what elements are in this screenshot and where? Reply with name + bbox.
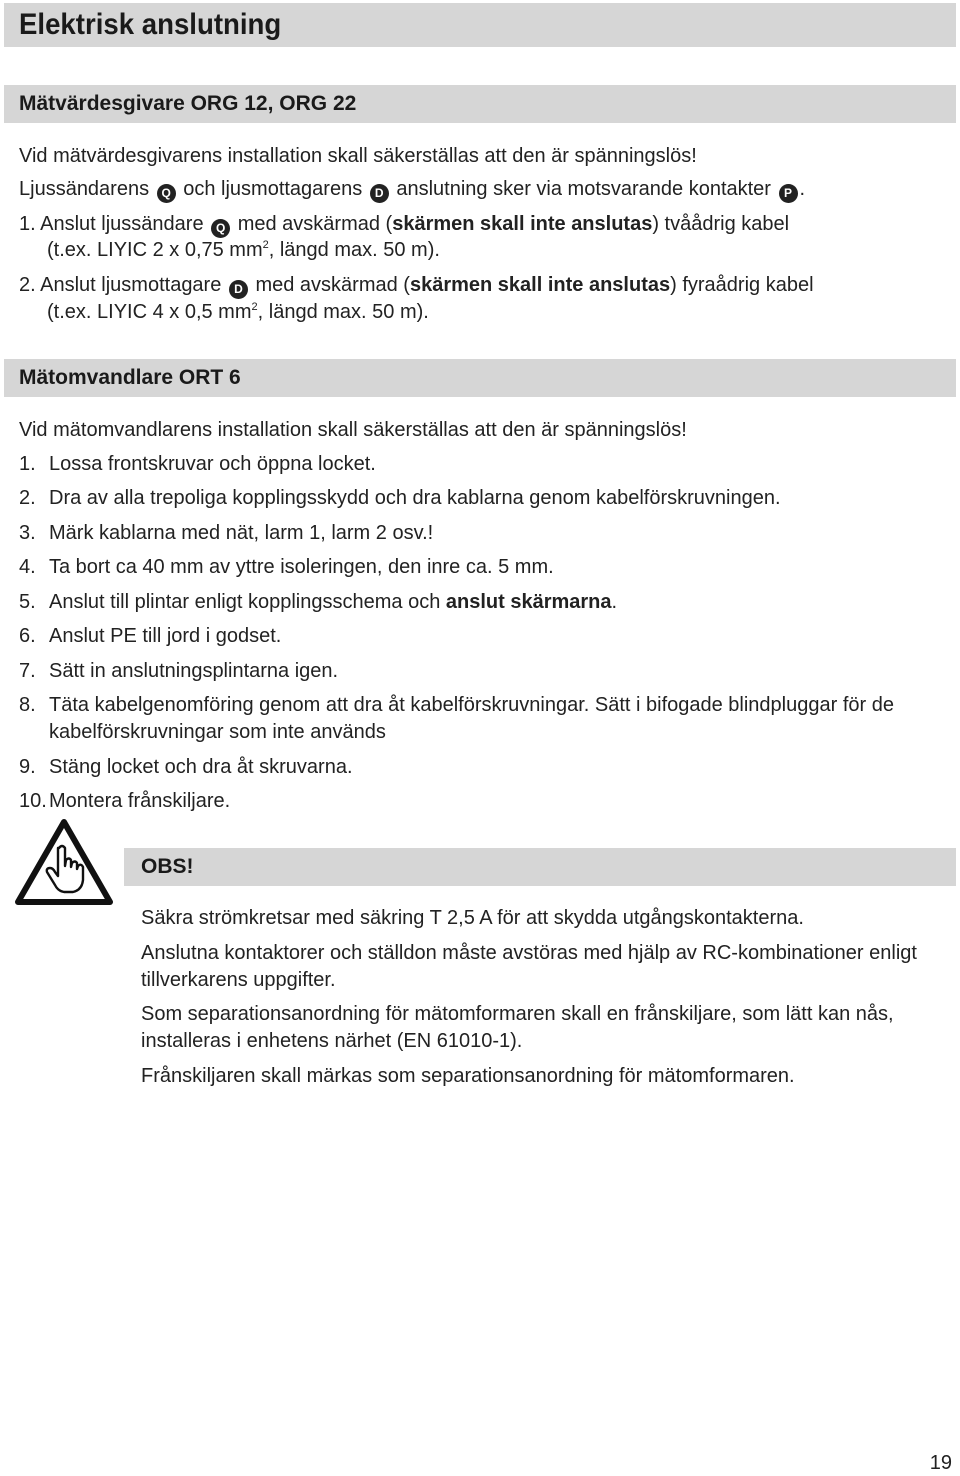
section-heading-org-text: Mätvärdesgivare ORG 12, ORG 22	[19, 92, 357, 115]
section1-step-2-cont	[47, 299, 429, 325]
text: Anslut ljussändare	[40, 213, 204, 235]
step-number: 1.	[19, 453, 36, 475]
step-text: Anslut PE till jord i godset.	[49, 625, 282, 647]
superscript: 2	[262, 239, 269, 251]
d-symbol-icon: D	[370, 184, 389, 203]
p-symbol-icon: P	[779, 184, 798, 203]
obs-paragraph-1: Säkra strömkretsar med säkring T 2,5 A för att skydda utgångskontakterna.	[141, 907, 804, 929]
text: med avskärmad (	[255, 274, 410, 296]
step-number: 6.	[19, 625, 36, 647]
section1-step-1-cont	[47, 237, 440, 263]
step-text: Sätt in anslutningsplintarna igen.	[49, 660, 339, 682]
step-number: 4.	[19, 556, 36, 578]
section-heading-org	[4, 85, 956, 123]
section1-step-2	[19, 272, 814, 299]
text: och ljusmottagarens	[183, 178, 363, 200]
superscript: 2	[251, 301, 258, 313]
list-item-cont: kabelförskruvningar som inte används	[49, 721, 386, 743]
step-text: Lossa frontskruvar och öppna locket.	[49, 453, 376, 475]
section-heading-ort-text: Mätomvandlare ORT 6	[19, 366, 241, 389]
list-item	[19, 589, 617, 615]
step-text: Dra av alla trepoliga kopplingsskydd och dra kablarna genom kabelförskruvningen.	[49, 487, 781, 509]
step-text-after: .	[611, 591, 618, 613]
step-number: 5.	[19, 591, 36, 613]
text: , längd max. 50 m).	[268, 239, 440, 261]
step-text: Täta kabelgenomföring genom att dra åt kabelförskruvningar. Sätt i bifogade blindpluggar för de	[49, 694, 894, 716]
obs-paragraph-2a: Anslutna kontaktorer och ställdon måste avstöras med hjälp av RC-kombinationer enligt	[141, 942, 917, 964]
q-symbol-icon: Q	[157, 184, 176, 203]
step-text: Stäng locket och dra åt skruvarna.	[49, 756, 353, 778]
step-text: Anslut till plintar enligt kopplingsschema och	[49, 591, 446, 613]
list-item	[19, 554, 554, 580]
text: med avskärmad (	[237, 213, 393, 235]
section2-intro: Vid mätomvandlarens installation skall säkerställas att den är spänningslös!	[19, 419, 687, 441]
step-number: 10.	[19, 790, 47, 812]
step-text: Ta bort ca 40 mm av yttre isoleringen, den inre ca. 5 mm.	[49, 556, 554, 578]
obs-paragraph-2b: tillverkarens uppgifter.	[141, 969, 336, 991]
obs-paragraph-3b: installeras i enhetens närhet (EN 61010-1).	[141, 1030, 523, 1052]
page-number: 19	[929, 1452, 952, 1474]
list-item	[19, 485, 781, 511]
section1-connection-line	[19, 176, 805, 203]
text: Anslut ljusmottagare	[40, 274, 222, 296]
page-title-text: Elektrisk anslutning	[19, 8, 282, 41]
text: (t.ex. LIYIC 2 x 0,75 mm	[47, 239, 263, 261]
d-symbol-icon: D	[229, 280, 248, 299]
text: .	[799, 178, 806, 200]
page-title	[4, 3, 956, 47]
text: , längd max. 50 m).	[257, 301, 429, 323]
text: ) tvåådrig kabel	[652, 213, 790, 235]
text: (t.ex. LIYIC 4 x 0,5 mm	[47, 301, 252, 323]
obs-paragraph-3a: Som separationsanordning för mätomformaren skall en frånskiljare, som lätt kan nås,	[141, 1003, 894, 1025]
bold-text: skärmen skall inte anslutas	[409, 274, 671, 296]
step-number: 3.	[19, 522, 36, 544]
obs-paragraph-4: Frånskiljaren skall märkas som separationsanordning för mätomformaren.	[141, 1065, 795, 1087]
hand-warning-icon	[14, 818, 114, 906]
list-item	[19, 692, 894, 718]
bold-text: skärmen skall inte anslutas	[392, 213, 653, 235]
list-item	[19, 658, 338, 684]
step-number: 7.	[19, 660, 36, 682]
step-number: 2.	[19, 487, 36, 509]
bold-text: anslut skärmarna	[445, 591, 612, 613]
list-item	[19, 623, 281, 649]
text: Ljussändarens	[19, 178, 150, 200]
step-number: 9.	[19, 756, 36, 778]
list-item	[19, 451, 376, 477]
step-number: 2.	[19, 274, 36, 296]
step-text: Montera frånskiljare.	[49, 790, 231, 812]
list-item	[19, 520, 433, 546]
list-item	[19, 754, 353, 780]
section1-intro: Vid mätvärdesgivarens installation skall säkerställas att den är spänningslös!	[19, 145, 697, 167]
step-number: 1.	[19, 213, 36, 235]
step-text: Märk kablarna med nät, larm 1, larm 2 osv.!	[49, 522, 434, 544]
q-symbol-icon: Q	[211, 219, 230, 238]
obs-heading	[124, 848, 956, 886]
step-number: 8.	[19, 694, 36, 716]
text: anslutning sker via motsvarande kontakter	[396, 178, 771, 200]
section1-step-1	[19, 211, 789, 238]
list-item	[19, 788, 230, 814]
obs-heading-text: OBS!	[141, 855, 194, 878]
text: ) fyraådrig kabel	[670, 274, 814, 296]
section-heading-ort	[4, 359, 956, 397]
